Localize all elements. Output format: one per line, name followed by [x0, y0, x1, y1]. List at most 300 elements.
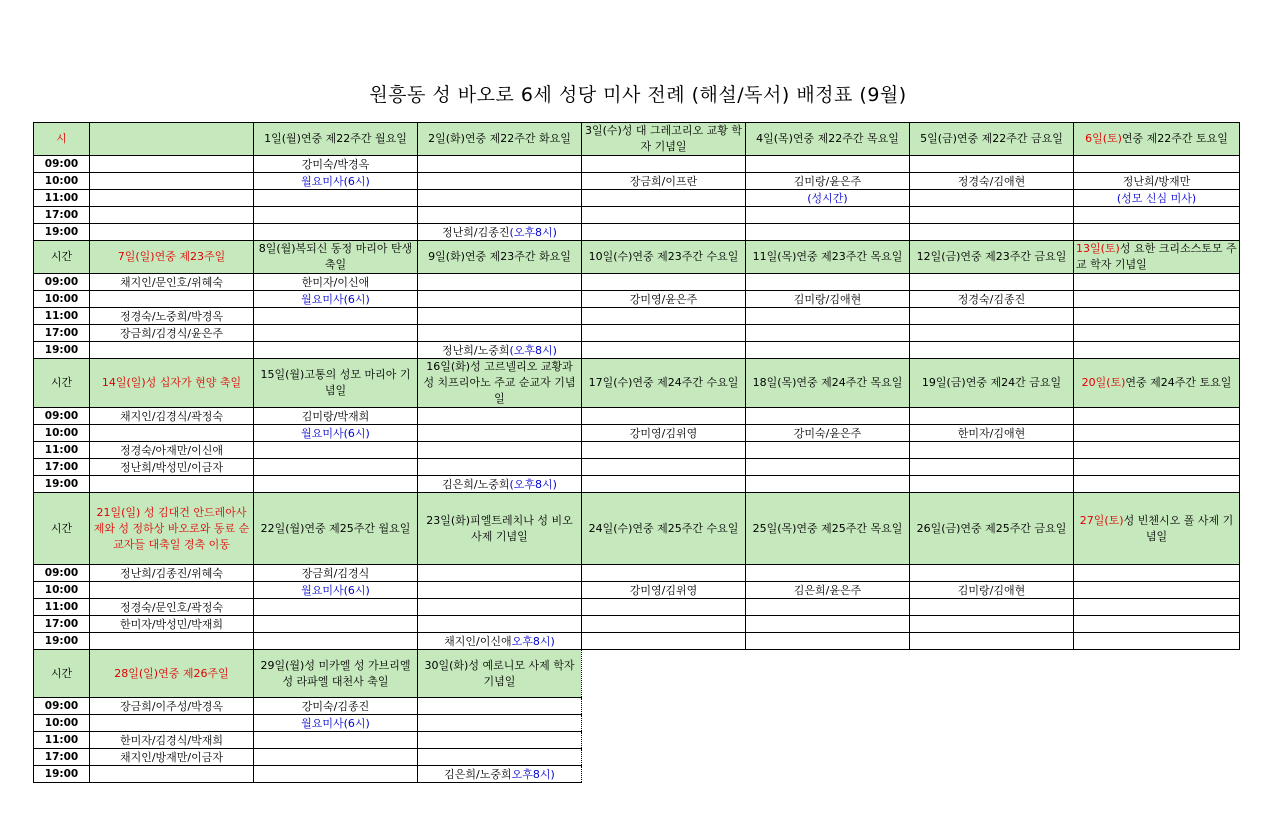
assignment-cell	[254, 766, 418, 783]
assignment-cell	[418, 308, 582, 325]
schedule-table	[33, 122, 1240, 783]
day-header: 26일(금)연중 제25주간 금요일	[910, 493, 1074, 565]
empty-cell	[1074, 749, 1240, 766]
table-row	[34, 173, 1240, 190]
empty-cell	[910, 732, 1074, 749]
assignment-cell	[90, 633, 254, 650]
assignment-cell	[418, 459, 582, 476]
assignment-cell	[90, 599, 254, 616]
assignment-names: 정경숙/김애현	[957, 174, 1026, 188]
empty-cell	[746, 749, 910, 766]
assignment-cell	[418, 224, 582, 241]
day-header: 17일(수)연중 제24주간 수요일	[582, 359, 746, 408]
table-row	[34, 749, 1240, 766]
assignment-names: 강미영/김위영	[629, 583, 698, 597]
assignment-cell	[582, 476, 746, 493]
assignment-cell	[910, 408, 1074, 425]
assignment-cell	[582, 190, 746, 207]
assignment-cell	[254, 291, 418, 308]
assignment-cell	[910, 425, 1074, 442]
assignment-cell	[582, 442, 746, 459]
assignment-cell	[254, 582, 418, 599]
day-header: 10일(수)연중 제23주간 수요일	[582, 241, 746, 274]
assignment-cell	[582, 616, 746, 633]
week-header-row	[34, 359, 1240, 408]
empty-cell	[1074, 732, 1240, 749]
empty-cell	[746, 766, 910, 783]
mass-note: (오후8시)	[509, 225, 557, 239]
assignment-cell	[254, 616, 418, 633]
table-row	[34, 207, 1240, 224]
assignment-cell	[90, 442, 254, 459]
assignment-cell	[254, 459, 418, 476]
assignment-cell	[90, 766, 254, 783]
assignment-cell	[254, 207, 418, 224]
assignment-cell	[1074, 408, 1240, 425]
day-header: 24일(수)연중 제25주간 수요일	[582, 493, 746, 565]
mass-note: 오후8시)	[511, 767, 555, 781]
table-row	[34, 582, 1240, 599]
assignment-cell	[418, 291, 582, 308]
assignment-cell	[254, 173, 418, 190]
mass-note: (오후8시)	[509, 343, 557, 357]
assignment-cell	[418, 190, 582, 207]
table-row	[34, 442, 1240, 459]
saturday-date: 6일(토)	[1085, 132, 1122, 145]
week-header-row	[34, 650, 1240, 698]
assignment-cell	[910, 325, 1074, 342]
assignment-cell	[746, 156, 910, 173]
assignment-cell	[910, 173, 1074, 190]
assignment-cell	[910, 342, 1074, 359]
assignment-cell	[418, 408, 582, 425]
table-row	[34, 156, 1240, 173]
assignment-cell	[90, 274, 254, 291]
assignment-cell	[418, 732, 582, 749]
assignment-cell	[1074, 599, 1240, 616]
mass-note: (성시간)	[807, 191, 848, 205]
time-cell: 09:00	[34, 274, 90, 291]
assignment-cell	[582, 325, 746, 342]
assignment-cell	[90, 715, 254, 732]
mass-note: 오후8시)	[511, 634, 555, 648]
day-header: 7일(일)연중 제23주일	[90, 241, 254, 274]
assignment-cell	[90, 459, 254, 476]
assignment-cell	[582, 633, 746, 650]
assignment-cell	[582, 599, 746, 616]
assignment-cell	[90, 565, 254, 582]
assignment-cell	[582, 459, 746, 476]
week-header-row	[34, 241, 1240, 274]
assignment-cell	[582, 308, 746, 325]
assignment-cell	[910, 442, 1074, 459]
empty-cell	[746, 732, 910, 749]
table-row	[34, 291, 1240, 308]
time-cell: 19:00	[34, 476, 90, 493]
assignment-cell	[90, 291, 254, 308]
assignment-cell	[746, 582, 910, 599]
assignment-cell	[746, 325, 910, 342]
day-header: 5일(금)연중 제22주간 금요일	[910, 123, 1074, 156]
assignment-names: 김은희/노중희	[442, 477, 510, 491]
day-header	[90, 123, 254, 156]
assignment-cell	[1074, 156, 1240, 173]
assignment-cell	[90, 425, 254, 442]
day-header: 28일(일)연중 제26주일	[90, 650, 254, 698]
assignment-names: 김미랑/박재희	[301, 409, 370, 423]
assignment-cell	[746, 476, 910, 493]
empty-cell	[582, 766, 746, 783]
day-header: 9일(화)연중 제23주간 화요일	[418, 241, 582, 274]
assignment-cell	[582, 408, 746, 425]
day-label: 연중 제22주간 토요일	[1121, 132, 1228, 145]
assignment-names: 정난희/김종진	[442, 225, 510, 239]
mass-note: 월요미사(6시)	[301, 583, 370, 597]
assignment-cell	[746, 459, 910, 476]
assignment-cell	[254, 749, 418, 766]
assignment-cell	[254, 599, 418, 616]
saturday-date: 27일(토)	[1079, 513, 1124, 527]
time-cell: 09:00	[34, 408, 90, 425]
assignment-cell	[582, 582, 746, 599]
assignment-cell	[90, 342, 254, 359]
assignment-cell	[90, 582, 254, 599]
day-header: 14일(일)성 십자가 현양 축일	[90, 359, 254, 408]
assignment-cell	[418, 207, 582, 224]
assignment-cell	[910, 599, 1074, 616]
table-row	[34, 715, 1240, 732]
time-cell: 19:00	[34, 633, 90, 650]
time-header: 시간	[34, 359, 90, 408]
assignment-cell	[746, 274, 910, 291]
assignment-cell	[1074, 633, 1240, 650]
assignment-cell	[90, 476, 254, 493]
assignment-cell	[418, 766, 582, 783]
assignment-cell	[90, 207, 254, 224]
assignment-names: 강미숙/박경옥	[301, 157, 370, 171]
table-row	[34, 274, 1240, 291]
assignment-cell	[582, 274, 746, 291]
assignment-cell	[1074, 425, 1240, 442]
empty-cell	[1074, 766, 1240, 783]
empty-cell	[746, 650, 910, 698]
day-header: 23일(화)피엘트레치나 성 비오 사제 기념일	[418, 493, 582, 565]
assignment-cell	[418, 582, 582, 599]
table-row	[34, 342, 1240, 359]
time-cell: 10:00	[34, 291, 90, 308]
day-header: 11일(목)연중 제23주간 목요일	[746, 241, 910, 274]
assignment-cell	[418, 442, 582, 459]
empty-cell	[910, 749, 1074, 766]
day-header: 15일(월)고통의 성모 마리아 기념일	[254, 359, 418, 408]
assignment-names: 강미숙/윤은주	[793, 426, 862, 440]
empty-cell	[1074, 650, 1240, 698]
assignment-cell	[90, 408, 254, 425]
assignment-cell	[1074, 565, 1240, 582]
day-header	[1074, 241, 1240, 274]
assignment-cell	[746, 173, 910, 190]
assignment-names: 장금희/김경식/윤은주	[119, 326, 224, 340]
assignment-names: 정난희/방재만	[1122, 174, 1191, 188]
assignment-names: 정난희/김종진/위혜숙	[119, 566, 224, 580]
assignment-cell	[418, 565, 582, 582]
assignment-cell	[910, 190, 1074, 207]
day-header	[1074, 493, 1240, 565]
table-row	[34, 425, 1240, 442]
assignment-cell	[582, 173, 746, 190]
time-header: 시	[34, 123, 90, 156]
assignment-cell	[1074, 459, 1240, 476]
assignment-cell	[582, 224, 746, 241]
assignment-cell	[254, 633, 418, 650]
assignment-cell	[90, 698, 254, 715]
assignment-names: 정경숙/노중희/박경옥	[119, 309, 224, 323]
day-header: 19일(금)연중 제24간 금요일	[910, 359, 1074, 408]
mass-note: 월요미사(6시)	[301, 292, 370, 306]
assignment-cell	[1074, 325, 1240, 342]
assignment-cell	[910, 308, 1074, 325]
assignment-cell	[418, 599, 582, 616]
table-row	[34, 459, 1240, 476]
empty-cell	[910, 698, 1074, 715]
empty-cell	[582, 650, 746, 698]
assignment-cell	[418, 425, 582, 442]
day-label: 연중 제24주간 토요일	[1125, 376, 1232, 389]
empty-cell	[582, 749, 746, 766]
assignment-cell	[254, 476, 418, 493]
assignment-cell	[418, 325, 582, 342]
empty-cell	[910, 766, 1074, 783]
assignment-names: 채지인/김경식/곽정숙	[119, 409, 224, 423]
assignment-cell	[910, 291, 1074, 308]
time-header: 시간	[34, 493, 90, 565]
day-header: 12일(금)연중 제23주간 금요일	[910, 241, 1074, 274]
table-row	[34, 308, 1240, 325]
assignment-cell	[746, 616, 910, 633]
assignment-names: 강미숙/김종진	[301, 699, 370, 713]
assignment-names: 김미랑/김애현	[957, 583, 1026, 597]
assignment-names: 정경숙/아재만/이신애	[119, 443, 224, 457]
assignment-cell	[90, 190, 254, 207]
assignment-cell	[582, 291, 746, 308]
assignment-cell	[254, 274, 418, 291]
assignment-cell	[254, 156, 418, 173]
assignment-cell	[910, 207, 1074, 224]
assignment-cell	[1074, 274, 1240, 291]
assignment-cell	[582, 425, 746, 442]
time-cell: 17:00	[34, 459, 90, 476]
assignment-cell	[582, 156, 746, 173]
table-row	[34, 565, 1240, 582]
assignment-names: 강미영/윤은주	[629, 292, 698, 306]
day-header: 1일(월)연중 제22주간 월요일	[254, 123, 418, 156]
time-cell: 19:00	[34, 766, 90, 783]
time-cell: 11:00	[34, 442, 90, 459]
table-row	[34, 732, 1240, 749]
assignment-cell	[746, 425, 910, 442]
assignment-cell	[582, 565, 746, 582]
assignment-cell	[90, 616, 254, 633]
assignment-names: 정경숙/문인호/곽정숙	[119, 600, 224, 614]
table-row	[34, 599, 1240, 616]
assignment-cell	[418, 342, 582, 359]
assignment-cell	[254, 190, 418, 207]
assignment-cell	[254, 408, 418, 425]
assignment-cell	[254, 698, 418, 715]
table-row	[34, 408, 1240, 425]
assignment-cell	[254, 715, 418, 732]
assignment-cell	[254, 732, 418, 749]
assignment-cell	[746, 224, 910, 241]
time-cell: 17:00	[34, 616, 90, 633]
assignment-cell	[418, 698, 582, 715]
mass-note: (오후8시)	[509, 477, 557, 491]
time-cell: 17:00	[34, 749, 90, 766]
assignment-cell	[1074, 442, 1240, 459]
table-row	[34, 224, 1240, 241]
assignment-cell	[90, 325, 254, 342]
assignment-cell	[1074, 224, 1240, 241]
empty-cell	[746, 715, 910, 732]
assignment-names: 정난희/노중희	[442, 343, 510, 357]
assignment-cell	[254, 565, 418, 582]
assignment-cell	[910, 633, 1074, 650]
time-cell: 19:00	[34, 342, 90, 359]
assignment-cell	[582, 342, 746, 359]
assignment-names: 정경숙/김종진	[957, 292, 1026, 306]
assignment-cell	[1074, 308, 1240, 325]
assignment-cell	[418, 173, 582, 190]
time-cell: 11:00	[34, 190, 90, 207]
assignment-cell	[418, 749, 582, 766]
empty-cell	[746, 698, 910, 715]
table-row	[34, 325, 1240, 342]
table-row	[34, 190, 1240, 207]
day-header: 25일(목)연중 제25주간 목요일	[746, 493, 910, 565]
day-header	[1074, 123, 1240, 156]
empty-cell	[910, 650, 1074, 698]
time-header: 시간	[34, 650, 90, 698]
assignment-names: 장금희/김경식	[301, 566, 370, 580]
time-cell: 10:00	[34, 582, 90, 599]
time-cell: 19:00	[34, 224, 90, 241]
assignment-names: 김은희/윤은주	[793, 583, 862, 597]
assignment-names: 김미랑/김애현	[793, 292, 862, 306]
assignment-cell	[1074, 207, 1240, 224]
assignment-cell	[254, 442, 418, 459]
day-header: 18일(목)연중 제24주간 목요일	[746, 359, 910, 408]
assignment-cell	[418, 633, 582, 650]
empty-cell	[582, 715, 746, 732]
assignment-names: 강미영/김위영	[629, 426, 698, 440]
time-cell: 11:00	[34, 308, 90, 325]
assignment-cell	[746, 207, 910, 224]
assignment-cell	[1074, 342, 1240, 359]
assignment-names: 김은희/노중희	[444, 767, 512, 781]
assignment-cell	[90, 173, 254, 190]
time-cell: 09:00	[34, 565, 90, 582]
assignment-cell	[90, 308, 254, 325]
assignment-cell	[746, 633, 910, 650]
assignment-cell	[418, 616, 582, 633]
table-row	[34, 633, 1240, 650]
assignment-cell	[418, 274, 582, 291]
assignment-names: 장금희/이프란	[629, 174, 698, 188]
assignment-cell	[746, 190, 910, 207]
time-header: 시간	[34, 241, 90, 274]
assignment-cell	[254, 342, 418, 359]
assignment-cell	[1074, 291, 1240, 308]
mass-note: 월요미사(6시)	[301, 716, 370, 730]
assignment-cell	[910, 156, 1074, 173]
mass-note: 월요미사(6시)	[301, 426, 370, 440]
assignment-cell	[910, 582, 1074, 599]
assignment-cell	[1074, 616, 1240, 633]
assignment-cell	[1074, 476, 1240, 493]
assignment-names: 한미자/김애현	[957, 426, 1026, 440]
assignment-cell	[90, 749, 254, 766]
assignment-cell	[910, 616, 1074, 633]
assignment-cell	[910, 224, 1074, 241]
assignment-cell	[746, 342, 910, 359]
assignment-cell	[746, 565, 910, 582]
assignment-names: 채지인/방재만/이금자	[119, 750, 224, 764]
assignment-cell	[910, 459, 1074, 476]
assignment-names: 장금희/이주성/박경옥	[119, 699, 224, 713]
table-row	[34, 476, 1240, 493]
mass-note: (성모 신심 미사)	[1116, 191, 1197, 205]
table-row	[34, 616, 1240, 633]
day-header: 29일(월)성 미카엘 성 가브리엘 성 라파엘 대천사 축일	[254, 650, 418, 698]
day-label: 성 빈첸시오 폴 사제 기념일	[1123, 513, 1234, 543]
assignment-cell	[90, 732, 254, 749]
assignment-cell	[254, 325, 418, 342]
assignment-cell	[746, 442, 910, 459]
day-header: 30일(화)성 예로니모 사제 학자 기념일	[418, 650, 582, 698]
week-header-row	[34, 123, 1240, 156]
assignment-names: 정난희/박성민/이금자	[119, 460, 224, 474]
time-cell: 11:00	[34, 599, 90, 616]
day-header: 2일(화)연중 제22주간 화요일	[418, 123, 582, 156]
saturday-date: 13일(토)	[1076, 242, 1120, 255]
time-cell: 17:00	[34, 207, 90, 224]
assignment-cell	[1074, 582, 1240, 599]
assignment-names: 한미자/이신애	[301, 275, 370, 289]
day-header: 22일(월)연중 제25주간 월요일	[254, 493, 418, 565]
time-cell: 10:00	[34, 173, 90, 190]
assignment-cell	[418, 156, 582, 173]
assignment-names: 한미자/박성민/박재희	[119, 617, 224, 631]
table-row	[34, 766, 1240, 783]
assignment-cell	[746, 308, 910, 325]
day-header: 3일(수)성 대 그레고리오 교황 학자 기념일	[582, 123, 746, 156]
day-header	[1074, 359, 1240, 408]
assignment-cell	[418, 476, 582, 493]
assignment-cell	[1074, 190, 1240, 207]
assignment-cell	[910, 476, 1074, 493]
time-cell: 10:00	[34, 715, 90, 732]
day-label: 성 요한 크리소스토모 주교 학자 기념일	[1076, 242, 1237, 271]
assignment-cell	[418, 715, 582, 732]
day-header: 8일(월)복되신 동정 마리아 탄생축일	[254, 241, 418, 274]
assignment-cell	[746, 291, 910, 308]
assignment-cell	[910, 274, 1074, 291]
assignment-cell	[1074, 173, 1240, 190]
day-header: 4일(목)연중 제22주간 목요일	[746, 123, 910, 156]
saturday-date: 20일(토)	[1081, 376, 1126, 389]
assignment-names: 채지인/이신애	[444, 634, 512, 648]
assignment-names: 한미자/김경식/박재희	[119, 733, 224, 747]
